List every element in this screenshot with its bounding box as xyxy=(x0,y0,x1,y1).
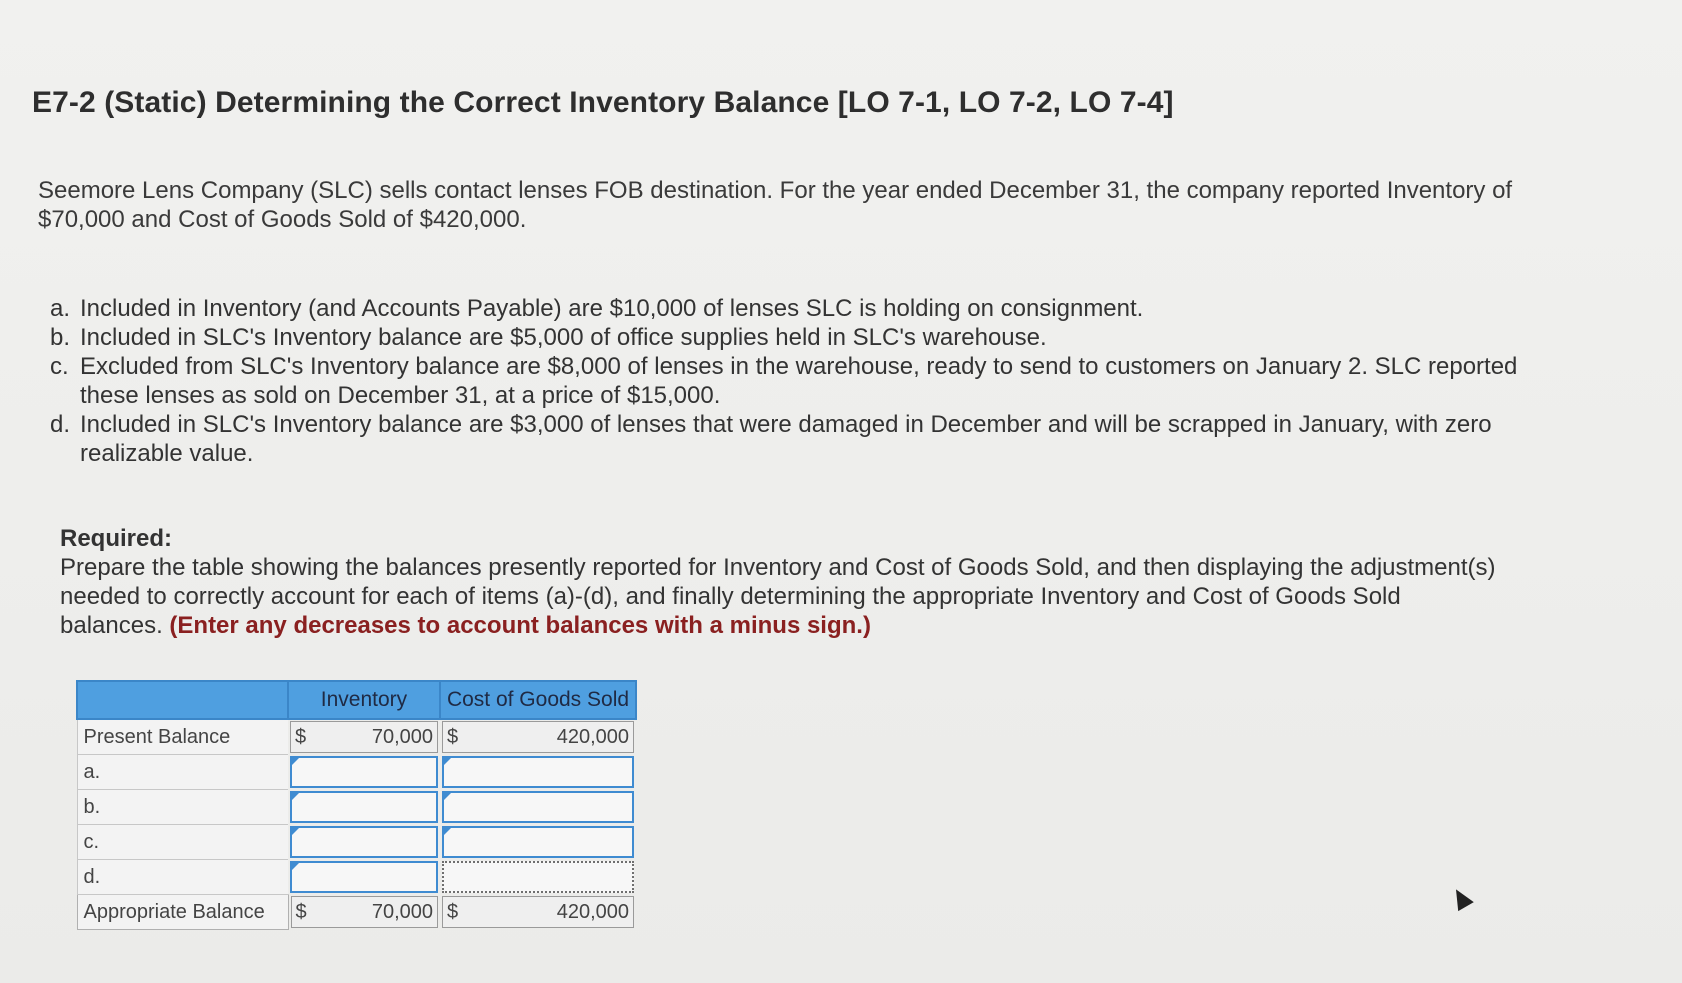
item-text: Included in SLC's Inventory balance are $3,000 of lenses that were damaged in December and will be scrapped in January, with zero realizable value. xyxy=(80,411,1492,467)
item-list xyxy=(50,294,1530,468)
problem-intro: Seemore Lens Company (SLC) sells contact lenses FOB destination. For the year ended December 31, the company reported Inventory of $70,000 and Cost of Goods Sold of $420,000. xyxy=(38,177,1513,233)
table-row xyxy=(77,755,636,790)
present-balance-row xyxy=(77,719,636,755)
appropriate-balance-row xyxy=(77,895,636,930)
cogs-input-b[interactable] xyxy=(442,791,634,823)
present-cogs-cell xyxy=(442,721,634,753)
list-item xyxy=(50,352,1530,410)
cogs-input-c[interactable] xyxy=(442,826,634,858)
header-cogs: Cost of Goods Sold xyxy=(440,681,636,719)
mouse-cursor-icon xyxy=(1448,885,1474,911)
currency-symbol: $ xyxy=(295,900,307,923)
required-label: Required: xyxy=(60,525,173,552)
present-balance-label: Present Balance xyxy=(77,719,288,755)
item-text: Included in Inventory (and Accounts Payable) are $10,000 of lenses SLC is holding on consignment. xyxy=(80,295,1144,322)
item-letter: a. xyxy=(50,295,71,322)
item-text: Included in SLC's Inventory balance are $5,000 of office supplies held in SLC's warehouse. xyxy=(80,324,1047,351)
header-blank xyxy=(77,681,288,719)
present-inventory-cell xyxy=(290,721,438,753)
present-cogs-value: 420,000 xyxy=(556,725,629,748)
cogs-input-d[interactable] xyxy=(442,861,634,893)
required-section xyxy=(60,524,1500,640)
appropriate-inventory-value: 70,000 xyxy=(371,900,433,923)
inventory-input-d[interactable] xyxy=(290,861,438,893)
list-item xyxy=(50,410,1530,468)
row-label-b: b. xyxy=(77,790,288,825)
cogs-input-a[interactable] xyxy=(442,756,634,788)
currency-symbol: $ xyxy=(447,900,459,923)
table-row xyxy=(77,825,636,860)
inventory-input-c[interactable] xyxy=(290,826,438,858)
table-header-row xyxy=(77,681,636,719)
appropriate-inventory-cell xyxy=(291,896,439,928)
appropriate-cogs-value: 420,000 xyxy=(556,900,629,923)
list-item xyxy=(50,323,1530,352)
required-text: Prepare the table showing the balances presently reported for Inventory and Cost of Goods Sold, and then displaying the adjustment(s) needed to correctly account for each of items (a)-(d), and finally determining the appropriate Inventory and Cost of Goods Sold balances. xyxy=(60,554,1496,639)
table-row xyxy=(77,860,636,895)
list-item xyxy=(50,294,1530,323)
item-letter: b. xyxy=(50,324,71,351)
currency-symbol: $ xyxy=(295,725,307,748)
inventory-worksheet-table xyxy=(76,680,637,930)
row-label-c: c. xyxy=(77,825,288,860)
item-letter: c. xyxy=(50,353,69,380)
required-instruction: (Enter any decreases to account balances with a minus sign.) xyxy=(169,612,871,639)
currency-symbol: $ xyxy=(447,725,459,748)
inventory-input-a[interactable] xyxy=(290,756,438,788)
row-label-d: d. xyxy=(77,860,288,895)
item-text: Excluded from SLC's Inventory balance are $8,000 of lenses in the warehouse, ready to send to customers on January 2. SLC reported these lenses as sold on December 31, at a price of $15,000. xyxy=(80,353,1518,409)
appropriate-balance-label: Appropriate Balance xyxy=(77,895,288,930)
item-letter: d. xyxy=(50,411,71,438)
appropriate-cogs-cell xyxy=(442,896,634,928)
present-inventory-value: 70,000 xyxy=(371,725,433,748)
table-row xyxy=(77,790,636,825)
inventory-input-b[interactable] xyxy=(290,791,438,823)
header-inventory: Inventory xyxy=(288,681,440,719)
page-title: E7-2 (Static) Determining the Correct Inventory Balance [LO 7-1, LO 7-2, LO 7-4] xyxy=(32,86,1174,119)
row-label-a: a. xyxy=(77,755,288,790)
